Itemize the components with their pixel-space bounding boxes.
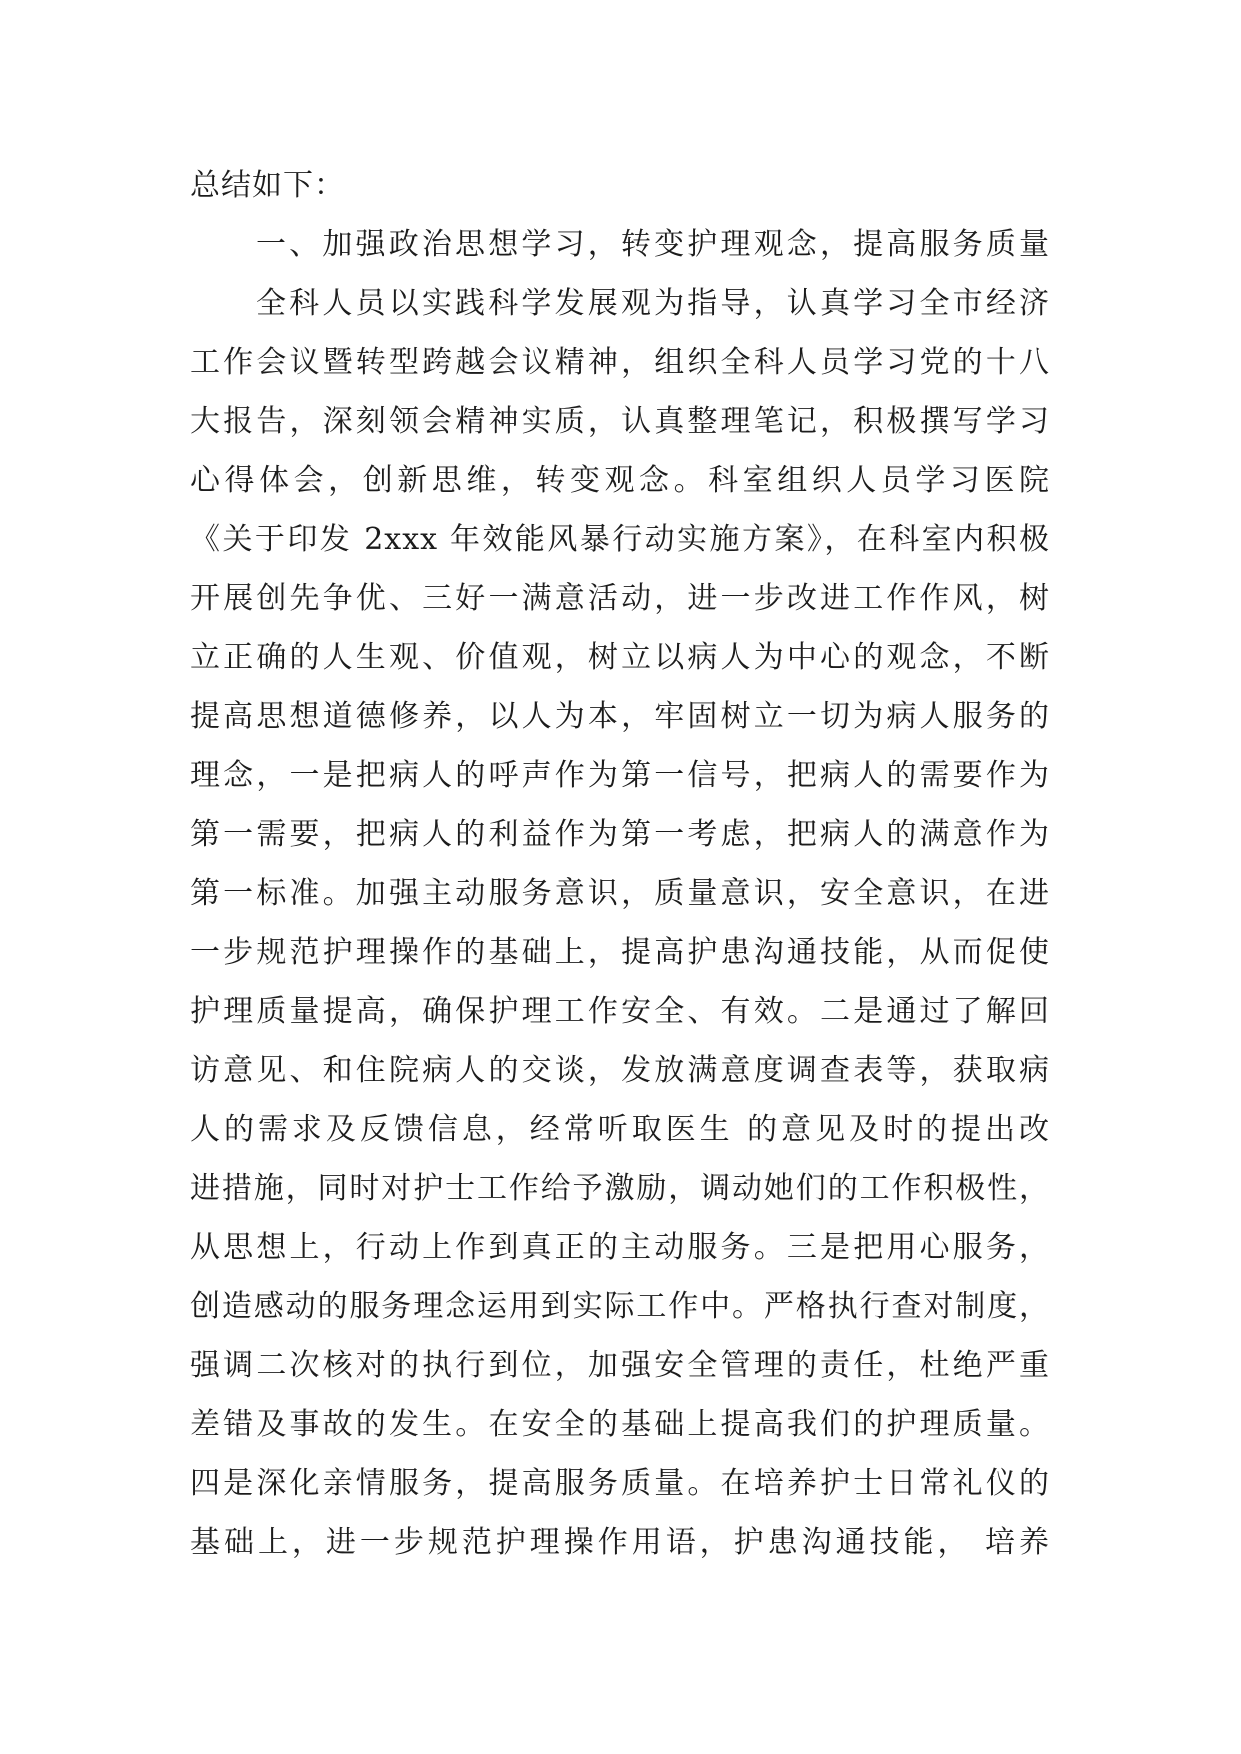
paragraph-line: 人的需求及反馈信息，经常听取医生 的意见及时的提出改 <box>190 1112 1050 1147</box>
paragraph-line: 立正确的人生观、价值观，树立以病人为中心的观念，不断 <box>190 640 1050 675</box>
paragraph-line: 工作会议暨转型跨越会议精神，组织全科人员学习党的十八 <box>190 345 1050 380</box>
paragraph-line: 四是深化亲情服务，提高服务质量。在培养护士日常礼仪的 <box>190 1466 1050 1501</box>
paragraph-line: 全科人员以实践科学发展观为指导，认真学习全市经济 <box>256 286 1050 321</box>
paragraph-line: 从思想上，行动上作到真正的主动服务。三是把用心服务， <box>190 1230 1050 1265</box>
paragraph-line: 创造感动的服务理念运用到实际工作中。严格执行查对制度， <box>190 1289 1050 1324</box>
paragraph-line: 提高思想道德修养，以人为本，牢固树立一切为病人服务的 <box>190 699 1050 734</box>
paragraph-line: 访意见、和住院病人的交谈，发放满意度调查表等，获取病 <box>190 1053 1050 1088</box>
paragraph-line: 开展创先争优、三好一满意活动，进一步改进工作作风，树 <box>190 581 1050 616</box>
paragraph-line: 一步规范护理操作的基础上，提高护患沟通技能，从而促使 <box>190 935 1050 970</box>
paragraph-line: 第一标准。加强主动服务意识，质量意识，安全意识，在进 <box>190 876 1050 911</box>
paragraph-line: 基础上，进一步规范护理操作用语，护患沟通技能， 培养 <box>190 1525 1050 1560</box>
paragraph-line: 大报告，深刻领会精神实质，认真整理笔记，积极撰写学习 <box>190 404 1050 439</box>
document-body <box>190 156 1050 1572</box>
section-heading: 一、加强政治思想学习，转变护理观念，提高服务质量 <box>256 227 1050 262</box>
paragraph-line: 心得体会，创新思维，转变观念。科室组织人员学习医院 <box>190 463 1050 498</box>
paragraph-line: 理念，一是把病人的呼声作为第一信号，把病人的需要作为 <box>190 758 1050 793</box>
paragraph-line: 差错及事故的发生。在安全的基础上提高我们的护理质量。 <box>190 1407 1050 1442</box>
intro-line: 总结如下： <box>190 168 345 203</box>
paragraph-line: 护理质量提高，确保护理工作安全、有效。二是通过了解回 <box>190 994 1050 1029</box>
paragraph-line: 第一需要，把病人的利益作为第一考虑，把病人的满意作为 <box>190 817 1050 852</box>
paragraph-line: 强调二次核对的执行到位，加强安全管理的责任，杜绝严重 <box>190 1348 1050 1383</box>
paragraph-line: 《关于印发 2xxx 年效能风暴行动实施方案》，在科室内积极 <box>190 522 1050 557</box>
paragraph-line: 进措施，同时对护士工作给予激励，调动她们的工作积极性， <box>190 1171 1050 1206</box>
